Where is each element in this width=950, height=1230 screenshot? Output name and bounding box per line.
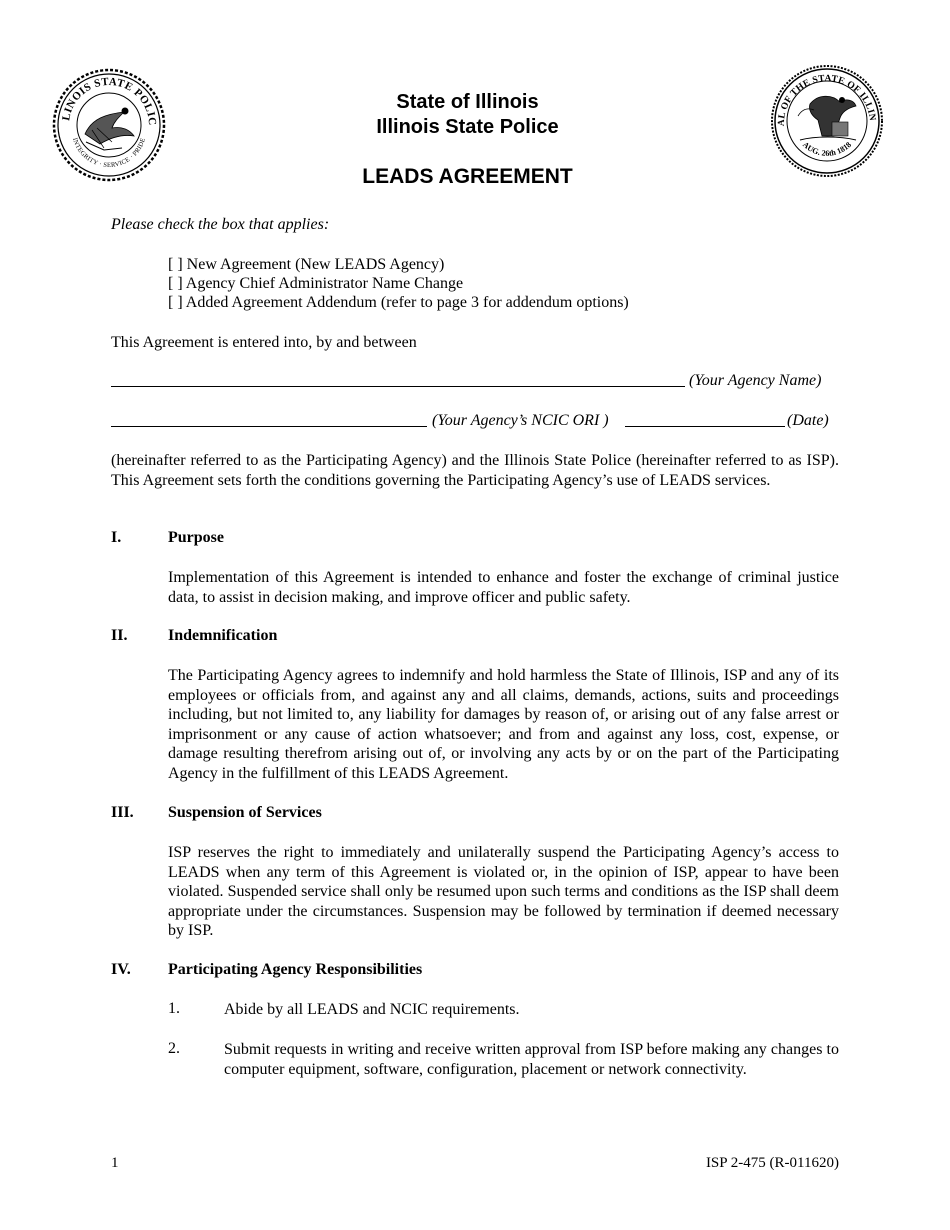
agency-name-line[interactable] — [111, 372, 685, 387]
section-3-title: Suspension of Services — [168, 804, 322, 821]
section-1-title: Purpose — [168, 529, 224, 546]
svg-text:AUG. 26th 1818: AUG. 26th 1818 — [800, 140, 854, 158]
header-state: State of Illinois — [396, 91, 539, 113]
hereinafter-paragraph: (hereinafter referred to as the Participating Agency) and the Illinois State Police (hereinafter referred to as ISP). This Agreement sets forth the conditions governing the Participating Agency’s use of LEADS services. — [111, 452, 839, 489]
item-2-text: Submit requests in writing and receive written approval from ISP before making any changes to computer equipment, software, configuration, placement or network connectivity. — [224, 1041, 839, 1078]
section-2-number: II. — [111, 627, 128, 644]
agency-name-row — [111, 372, 831, 392]
section-2-body: The Participating Agency agrees to indemnify and hold harmless the State of Illinois, ISP and any of its employees or officials from, and against any and all claims, demands, actions, suits and proceedings including, but not limited to, any liability for damages by reason of, or arising out of any false arrest or imprisonment or any cause of action whatsoever; and from and against any loss, cost, expense, or damage resulting therefrom arising out of, or involving any acts by or on the part of the Participating Agency in the fulfillment of this LEADS Agreement. — [168, 667, 839, 782]
ori-label: (Your Agency’s NCIC ORI ) — [432, 412, 609, 429]
section-3-body: ISP reserves the right to immediately and unilaterally suspend the Participating Agency’s access to LEADS when any term of this Agreement is violated or, in the opinion of ISP, appear to have been violated. Suspended service shall only be resumed upon such terms and conditions as the ISP shall deem appropriate under the circumstances. Suspension may be followed by termination if deemed necessary by ISP. — [168, 844, 839, 940]
option-name-change[interactable]: [ ] Agency Chief Administrator Name Change — [168, 275, 464, 292]
option-new-agreement[interactable]: [ ] New Agreement (New LEADS Agency) — [168, 256, 445, 273]
date-line[interactable] — [625, 412, 785, 427]
option-addendum[interactable]: [ ] Added Agreement Addendum (refer to page 3 for addendum options) — [168, 294, 629, 311]
item-1-text: Abide by all LEADS and NCIC requirements. — [224, 1001, 520, 1018]
ori-date-row — [111, 412, 831, 432]
section-3-number: III. — [111, 804, 134, 821]
agency-name-label: (Your Agency Name) — [689, 372, 822, 389]
section-4-title: Participating Agency Responsibilities — [168, 961, 423, 978]
item-2-number: 2. — [168, 1040, 180, 1057]
check-instruction: Please check the box that applies: — [111, 216, 330, 233]
section-1-body: Implementation of this Agreement is intended to enhance and foster the exchange of criminal justice data, to assist in decision making, and improve officer and public safety. — [168, 569, 839, 606]
header-agency: Illinois State Police — [376, 116, 559, 138]
entered-into-text: This Agreement is entered into, by and between — [111, 334, 417, 351]
section-4-number: IV. — [111, 961, 131, 978]
page-title: LEADS AGREEMENT — [362, 165, 573, 188]
page-number: 1 — [111, 1155, 119, 1171]
section-1-number: I. — [111, 529, 122, 546]
svg-text:INTEGRITY · SERVICE · PRIDE: INTEGRITY · SERVICE · PRIDE — [71, 137, 147, 170]
date-label: (Date) — [787, 412, 829, 429]
svg-text:SEAL OF THE STATE OF ILLINOIS: AL OF THE STATE OF ILLIN — [776, 73, 877, 127]
svg-text:ILLINOIS STATE POLICE: LINOIS STATE POLIC — [60, 75, 159, 127]
form-id: ISP 2-475 (R-011620) — [705, 1155, 839, 1171]
item-1-number: 1. — [168, 1000, 180, 1017]
section-2-title: Indemnification — [168, 627, 278, 644]
ori-line[interactable] — [111, 412, 427, 427]
